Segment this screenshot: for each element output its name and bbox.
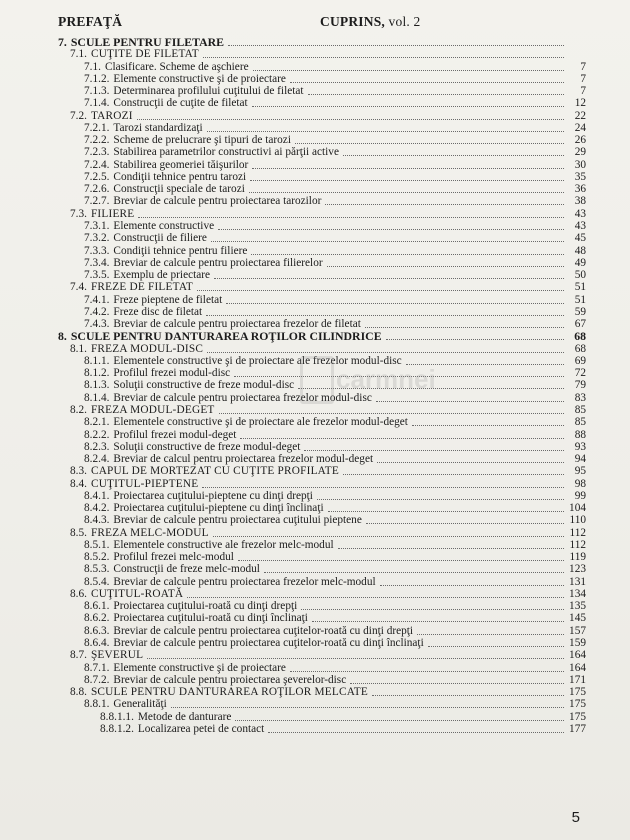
toc-entry [0, 527, 630, 539]
toc-entry-label: FILIERE [90, 207, 135, 220]
toc-dot-leader [253, 69, 564, 71]
toc-entry [0, 539, 630, 551]
toc-entry-label: Scheme de prelucrare şi tipuri de tarozi [113, 134, 291, 147]
toc-entry-label: CAPUL DE MORTEZAT CU CUŢITE PROFILATE [90, 465, 339, 478]
toc-entry-number: 7.2. [70, 109, 87, 122]
toc-entry [0, 36, 630, 48]
toc-entry-page: 26 [574, 134, 586, 147]
toc-entry-page: 30 [574, 158, 586, 171]
toc-entry-page: 35 [574, 170, 586, 183]
toc-entry [0, 662, 630, 674]
toc-entry [0, 441, 630, 453]
toc-dot-leader [250, 179, 564, 181]
toc-entry-number: 8.7.1. [84, 661, 110, 674]
toc-entry-label: Proiectarea cuţitului-roată cu dinţi drepţi [113, 600, 298, 613]
toc-entry-label: Elemente constructive [113, 219, 215, 232]
toc-entry-number: 8.1.4. [84, 391, 110, 404]
toc-entry [0, 404, 630, 416]
toc-entry-label: Proiectarea cuţitului-roată cu dinţi înclinaţi [113, 612, 308, 625]
toc-entry-number: 7.1.3. [84, 85, 110, 98]
toc-entry [0, 146, 630, 158]
toc-entry-page: 171 [569, 673, 586, 686]
toc-entry-page: 104 [569, 502, 586, 515]
toc-entry-label: Stabilirea geomeriei tăişurilor [113, 158, 249, 171]
toc-entry-number: 8.2.2. [84, 428, 110, 441]
toc-dot-leader [301, 608, 564, 610]
toc-entry-page: 164 [569, 661, 586, 674]
toc-entry [0, 269, 630, 281]
toc-entry-number: 8.2.1. [84, 416, 110, 429]
toc-entry-page: 48 [574, 244, 586, 257]
toc-entry-page: 145 [569, 612, 586, 625]
toc-entry-page: 131 [569, 575, 586, 588]
toc-entry [0, 294, 630, 306]
toc-entry-number: 8.6.1. [84, 600, 110, 613]
toc-entry [0, 245, 630, 257]
toc-entry-number: 8.5. [70, 526, 87, 539]
toc-entry [0, 61, 630, 73]
toc-entry-page: 51 [574, 293, 586, 306]
toc-entry [0, 686, 630, 698]
toc-entry-number: 8.8.1. [84, 698, 110, 711]
toc-entry [0, 379, 630, 391]
toc-entry-number: 8.1.1. [84, 354, 110, 367]
toc-entry-page: 43 [574, 207, 586, 220]
toc-entry-number: 8.1.3. [84, 379, 110, 392]
toc-dot-leader [226, 302, 564, 304]
toc-entry [0, 649, 630, 661]
toc-entry-page: 94 [574, 453, 586, 466]
toc-dot-leader [412, 424, 564, 426]
toc-dot-leader [376, 400, 564, 402]
toc-entry-label: SCULE PENTRU DANTURAREA ROŢILOR MELCATE [90, 686, 368, 699]
toc-entry-number: 7.2.2. [84, 134, 110, 147]
toc-entry-number: 8.2.4. [84, 453, 110, 466]
toc-entry-number: 8.4.2. [84, 502, 110, 515]
toc-dot-leader [417, 633, 564, 635]
toc-entry [0, 232, 630, 244]
toc-entry [0, 257, 630, 269]
toc-entry-page: 24 [574, 121, 586, 134]
toc-dot-leader [251, 253, 564, 255]
toc-entry-label: Generalităţi [113, 698, 167, 711]
toc-entry [0, 355, 630, 367]
toc-dot-leader [295, 142, 564, 144]
toc-entry-page: 83 [574, 391, 586, 404]
toc-entry [0, 122, 630, 134]
toc-entry-number: 8.7.2. [84, 673, 110, 686]
toc-dot-leader [207, 130, 564, 132]
toc-entry-number: 8.1.2. [84, 367, 110, 380]
toc-dot-leader [298, 387, 564, 389]
toc-entry-number: 7.2.5. [84, 170, 110, 183]
toc-entry-label: Profilul frezei modul-disc [113, 367, 231, 380]
toc-entry-label: Breviar de calcule pentru proiectarea frezelor melc-modul [113, 575, 376, 588]
toc-dot-leader [234, 375, 564, 377]
toc-entry-label: Clasificare. Scheme de aşchiere [104, 60, 249, 73]
toc-entry-number: 7.1. [70, 48, 87, 61]
toc-entry [0, 698, 630, 710]
watermark-text: carmnei [336, 364, 436, 394]
toc-entry [0, 330, 630, 342]
toc-entry [0, 343, 630, 355]
toc-entry-label: Profilul frezei melc-modul [113, 551, 234, 564]
toc-entry [0, 110, 630, 122]
toc-entry [0, 576, 630, 588]
toc-entry-number: 7.1. [84, 60, 101, 73]
toc-entry-page: 85 [574, 416, 586, 429]
toc-entry-label: CUŢITUL-ROATĂ [90, 587, 184, 600]
toc-dot-leader [240, 437, 564, 439]
toc-entry-number: 8.5.4. [84, 575, 110, 588]
toc-dot-leader [206, 314, 564, 316]
toc-entry-label: Construcţii de filiere [113, 232, 207, 245]
toc-entry-label: Proiectarea cuţitului-pieptene cu dinţi înclinaţi [113, 502, 324, 515]
toc-entry [0, 465, 630, 477]
toc-entry [0, 490, 630, 502]
toc-entry-label: Soluţii constructive de freze modul-disc [113, 379, 295, 392]
toc-entry [0, 625, 630, 637]
toc-entry-label: CUŢITE DE FILETAT [90, 48, 199, 61]
toc-entry-page: 68 [574, 342, 586, 355]
toc-entry [0, 416, 630, 428]
toc-dot-leader [235, 719, 564, 721]
toc-entry-number: 8.2.3. [84, 440, 110, 453]
toc-entry-page: 72 [574, 367, 586, 380]
toc-entry-label: Construcţii de cuţite de filetat [113, 97, 248, 110]
toc-dot-leader [211, 240, 564, 242]
toc-dot-leader [380, 584, 564, 586]
toc-dot-leader [249, 191, 564, 193]
toc-entry-number: 7.4.1. [84, 293, 110, 306]
toc-entry [0, 306, 630, 318]
toc-entry-page: 7 [580, 60, 586, 73]
toc-entry [0, 73, 630, 85]
toc-entry [0, 97, 630, 109]
toc-entry [0, 392, 630, 404]
toc-entry-number: 7.2.6. [84, 183, 110, 196]
toc-entry [0, 195, 630, 207]
toc-entry-number: 8.1. [70, 342, 87, 355]
toc-entry-page: 59 [574, 305, 586, 318]
toc-dot-leader [290, 81, 564, 83]
toc-entry-label: Breviar de calcule pentru proiectarea cuţitului pieptene [113, 514, 362, 527]
toc-entry [0, 171, 630, 183]
toc-entry-page: 112 [569, 526, 586, 539]
toc-entry-label: CUŢITUL-PIEPTENE [90, 477, 199, 490]
toc-entry [0, 134, 630, 146]
toc-dot-leader [197, 289, 564, 291]
toc-entry [0, 674, 630, 686]
toc-entry-number: 8.8.1.1. [100, 710, 134, 723]
toc-dot-leader [238, 559, 564, 561]
toc-entry-number: 7.3. [70, 207, 87, 220]
table-of-contents [0, 36, 630, 735]
toc-entry-number: 8.6.3. [84, 624, 110, 637]
toc-entry-page: 51 [574, 281, 586, 294]
toc-entry-number: 8.6.4. [84, 637, 110, 650]
toc-dot-leader [312, 620, 564, 622]
toc-dot-leader [252, 105, 564, 107]
toc-entry [0, 183, 630, 195]
toc-entry-number: 8. [58, 329, 67, 344]
toc-entry-page: 98 [574, 477, 586, 490]
toc-entry-page: 123 [569, 563, 586, 576]
toc-entry-number: 7.2.3. [84, 146, 110, 159]
toc-dot-leader [377, 461, 564, 463]
toc-dot-leader [138, 216, 564, 218]
toc-dot-leader [327, 265, 564, 267]
toc-entry-label: FREZA MODUL-DEGET [90, 403, 215, 416]
toc-entry-number: 8.3. [70, 465, 87, 478]
toc-entry-label: SCULE PENTRU FILETARE [70, 35, 225, 49]
toc-entry-number: 8.6. [70, 587, 87, 600]
toc-entry-label: SCULE PENTRU DANTURAREA ROŢILOR CILINDRICE [70, 329, 382, 344]
toc-entry-number: 8.7. [70, 649, 87, 662]
toc-entry-number: 8.5.1. [84, 538, 110, 551]
toc-entry-label: Exemplu de priectare [113, 269, 211, 282]
toc-entry-label: Proiectarea cuţitului-pieptene cu dinţi drepţi [113, 489, 313, 502]
toc-entry-page: 93 [574, 440, 586, 453]
toc-dot-leader [343, 473, 564, 475]
toc-entry-label: Profilul frezei modul-deget [113, 428, 237, 441]
toc-dot-leader [428, 645, 564, 647]
toc-dot-leader [147, 657, 564, 659]
toc-entry-number: 7.3.4. [84, 256, 110, 269]
toc-dot-leader [207, 351, 564, 353]
toc-entry-page: 95 [574, 465, 586, 478]
toc-entry [0, 723, 630, 735]
header-volume: vol. 2 [384, 14, 421, 29]
toc-entry [0, 711, 630, 723]
toc-dot-leader [268, 731, 564, 733]
toc-entry-number: 8.8.1.2. [100, 722, 134, 735]
toc-entry-page: 99 [574, 489, 586, 502]
toc-entry-label: FREZA MELC-MODUL [90, 526, 209, 539]
toc-entry [0, 600, 630, 612]
toc-entry-number: 8.4. [70, 477, 87, 490]
toc-entry-label: ŞEVERUL [90, 649, 144, 662]
toc-entry-page: 177 [569, 722, 586, 735]
toc-entry [0, 281, 630, 293]
toc-entry-label: Localizarea petei de contact [137, 722, 265, 735]
toc-entry-number: 8.6.2. [84, 612, 110, 625]
toc-entry-label: Breviar de calcule pentru proiectarea filierelor [113, 256, 323, 269]
toc-entry [0, 48, 630, 60]
toc-dot-leader [304, 449, 564, 451]
toc-entry-page: 67 [574, 318, 586, 331]
toc-dot-leader [343, 154, 564, 156]
toc-entry [0, 429, 630, 441]
toc-entry [0, 637, 630, 649]
toc-entry-number: 8.5.3. [84, 563, 110, 576]
toc-entry-number: 7.4.2. [84, 305, 110, 318]
page-number: 5 [571, 809, 580, 826]
toc-entry-page: 29 [574, 146, 586, 159]
toc-entry-label: Soluţii constructive de freze modul-deget [113, 440, 301, 453]
toc-dot-leader [366, 522, 564, 524]
toc-entry-page: 175 [569, 698, 586, 711]
toc-entry-page: 134 [569, 587, 586, 600]
toc-entry-page: 175 [569, 686, 586, 699]
toc-dot-leader [406, 363, 564, 365]
toc-entry [0, 85, 630, 97]
toc-entry-number: 8.2. [70, 403, 87, 416]
toc-dot-leader [264, 571, 564, 573]
header-left-title: PREFAŢĂ [58, 14, 123, 29]
toc-dot-leader [203, 56, 564, 58]
toc-entry [0, 588, 630, 600]
toc-dot-leader [171, 706, 564, 708]
toc-dot-leader [202, 486, 564, 488]
toc-entry-label: Breviar de calcule pentru proiectarea frezelor de filetat [113, 318, 361, 331]
toc-entry [0, 159, 630, 171]
toc-entry-label: Elemente constructive şi de proiectare [113, 72, 286, 85]
toc-entry-number: 7.2.1. [84, 121, 110, 134]
toc-entry-label: Elementele constructive şi de proiectare ale frezelor modul-disc [113, 354, 402, 367]
toc-entry-label: FREZE DE FILETAT [90, 281, 194, 294]
toc-entry-label: Freze pieptene de filetat [113, 293, 223, 306]
toc-dot-leader [252, 167, 564, 169]
toc-entry-label: Freze disc de filetat [113, 305, 203, 318]
toc-entry-label: Breviar de calcule pentru proiectarea tarozilor [113, 195, 322, 208]
toc-entry-number: 7.4.3. [84, 318, 110, 331]
toc-entry-number: 8.4.1. [84, 489, 110, 502]
toc-dot-leader [219, 412, 564, 414]
toc-entry-number: 7.3.2. [84, 232, 110, 245]
toc-entry-number: 7.1.4. [84, 97, 110, 110]
header-center-title [320, 14, 421, 30]
toc-entry-page: 110 [569, 514, 586, 527]
toc-entry-number: 7.3.5. [84, 269, 110, 282]
toc-entry-label: Breviar de calcule pentru proiectarea şeverelor-disc [113, 673, 347, 686]
toc-dot-leader [317, 498, 564, 500]
toc-entry-page: 22 [574, 109, 586, 122]
toc-entry-label: Breviar de calcule pentru proiectarea frezelor modul-disc [113, 391, 372, 404]
toc-entry-page: 69 [574, 354, 586, 367]
toc-entry-number: 7.2.7. [84, 195, 110, 208]
toc-dot-leader [328, 510, 564, 512]
toc-entry-page: 135 [569, 600, 586, 613]
toc-entry-label: Elemente constructive şi de proiectare [113, 661, 286, 674]
toc-entry [0, 220, 630, 232]
toc-entry [0, 502, 630, 514]
toc-entry [0, 514, 630, 526]
toc-entry-label: Breviar de calcule pentru proiectarea cuţitelor-roată cu dinţi înclinaţi [113, 637, 424, 650]
toc-dot-leader [213, 535, 564, 537]
toc-dot-leader [325, 203, 564, 205]
toc-entry-label: Construcţii de freze melc-modul [113, 563, 260, 576]
toc-entry-label: FREZA MODUL-DISC [90, 342, 204, 355]
toc-entry-label: Determinarea profilului cuţitului de filetat [113, 85, 304, 98]
toc-entry [0, 551, 630, 563]
toc-dot-leader [350, 682, 564, 684]
toc-entry-page: 38 [574, 195, 586, 208]
toc-dot-leader [365, 326, 564, 328]
toc-entry-label: Construcţii speciale de tarozi [113, 183, 245, 196]
toc-entry [0, 367, 630, 379]
toc-entry-number: 8.5.2. [84, 551, 110, 564]
toc-entry-page: 7 [580, 72, 586, 85]
toc-dot-leader [187, 596, 564, 598]
toc-entry [0, 453, 630, 465]
toc-dot-leader [137, 118, 564, 120]
toc-entry-page: 175 [569, 710, 586, 723]
toc-entry-label: Condiţii tehnice pentru tarozi [113, 170, 247, 183]
toc-entry-page: 7 [580, 85, 586, 98]
toc-entry [0, 563, 630, 575]
toc-dot-leader [338, 547, 564, 549]
page-header [58, 6, 590, 29]
toc-entry-number: 7.3.1. [84, 219, 110, 232]
toc-dot-leader [228, 44, 564, 46]
toc-entry-number: 7. [58, 35, 67, 49]
toc-entry-page: 50 [574, 269, 586, 282]
toc-entry [0, 208, 630, 220]
toc-entry-page: 164 [569, 649, 586, 662]
toc-entry-page: 49 [574, 256, 586, 269]
toc-entry-number: 7.2.4. [84, 158, 110, 171]
toc-entry-label: Elementele constructive ale frezelor melc-modul [113, 538, 334, 551]
toc-entry [0, 612, 630, 624]
header-cuprins: CUPRINS, [320, 14, 385, 29]
toc-entry-number: 8.8. [70, 686, 87, 699]
toc-entry-label: Metode de danturare [137, 710, 232, 723]
toc-entry-page: 85 [574, 403, 586, 416]
toc-dot-leader [214, 277, 564, 279]
toc-entry-page: 79 [574, 379, 586, 392]
toc-entry-label: TAROZI [90, 109, 133, 122]
toc-entry-label: Tarozi standardizaţi [113, 121, 203, 134]
toc-entry-page: 45 [574, 232, 586, 245]
toc-entry-number: 7.1.2. [84, 72, 110, 85]
toc-entry-label: Stabilirea parametrilor constructivi ai părţii active [113, 146, 339, 159]
toc-entry-page: 12 [574, 97, 586, 110]
toc-entry-page: 36 [574, 183, 586, 196]
toc-entry [0, 478, 630, 490]
toc-entry-label: Condiţii tehnice pentru filiere [113, 244, 248, 257]
toc-dot-leader [372, 694, 564, 696]
toc-dot-leader [218, 228, 564, 230]
toc-entry-page: 68 [574, 329, 586, 344]
toc-entry-page: 112 [569, 538, 586, 551]
toc-entry-number: 7.3.3. [84, 244, 110, 257]
toc-entry-number: 8.4.3. [84, 514, 110, 527]
toc-entry-label: Elementele constructive şi de proiectare ale frezelor modul-deget [113, 416, 408, 429]
toc-entry-page: 43 [574, 219, 586, 232]
toc-entry-page: 159 [569, 637, 586, 650]
toc-dot-leader [386, 338, 564, 340]
toc-entry-page: 88 [574, 428, 586, 441]
toc-entry-number: 7.4. [70, 281, 87, 294]
toc-entry-label: Breviar de calcul pentru proiectarea frezelor modul-deget [113, 453, 374, 466]
toc-entry-label: Breviar de calcule pentru proiectarea cuţitelor-roată cu dinţi drepţi [113, 624, 414, 637]
toc-dot-leader [290, 670, 564, 672]
toc-entry-page: 119 [569, 551, 586, 564]
toc-dot-leader [308, 93, 564, 95]
toc-entry-page: 157 [569, 624, 586, 637]
